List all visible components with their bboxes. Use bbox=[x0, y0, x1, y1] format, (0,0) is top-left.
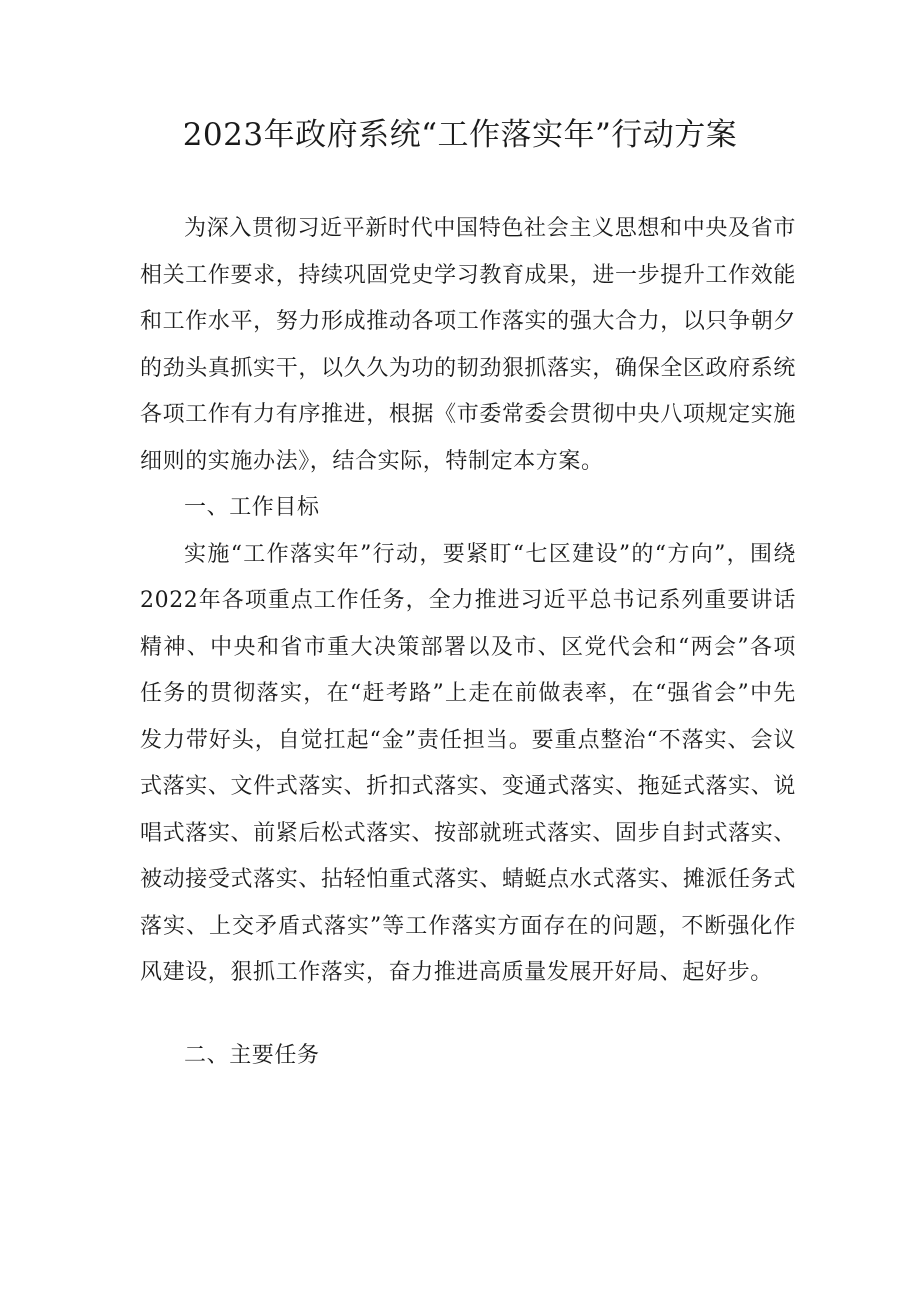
section-heading-tasks: 二、主要任务 bbox=[184, 1042, 320, 1068]
document-body bbox=[140, 206, 796, 1079]
section-spacer bbox=[140, 997, 796, 1033]
intro-paragraph: 为深入贯彻习近平新时代中国特色社会主义思想和中央及省市相关工作要求，持续巩固党史学习教育成果，进一步提升工作效能和工作水平，努力形成推动各项工作落实的强大合力，以只争朝夕的劲头真抓实干，以久久为功的韧劲狠抓落实，确保全区政府系统各项工作有力有序推进，根据《市委常委会贯彻中央八项规定实施细则的实施办法》，结合实际，特制定本方案。 bbox=[140, 216, 796, 474]
document-title: 2023年政府系统“工作落实年”行动方案 bbox=[182, 117, 738, 153]
section-heading-goals: 一、工作目标 bbox=[184, 495, 320, 520]
goals-paragraph: 实施“工作落实年”行动，要紧盯“七区建设”的“方向”，围绕2022年各项重点工作任务，全力推进习近平总书记系列重要讲话精神、中央和省市重大决策部署以及市、区党代会和“两会”各项任务的贯彻落实，在“赶考路”上走在前做表率，在“强省会”中先发力带好头，自觉扛起“金”责任担当。要重点整治“不落实、会议式落实、文件式落实、折扣式落实、变通式落实、拖延式落实、说唱式落实、前紧后松式落实、按部就班式落实、固步自封式落实、被动接受式落实、拈轻怕重式落实、蜻蜓点水式落实、摊派任务式落实、上交矛盾式落实”等工作落实方面存在的问题，不断强化作风建设，狠抓工作落实，奋力推进高质量发展开好局、起好步。 bbox=[140, 541, 796, 985]
